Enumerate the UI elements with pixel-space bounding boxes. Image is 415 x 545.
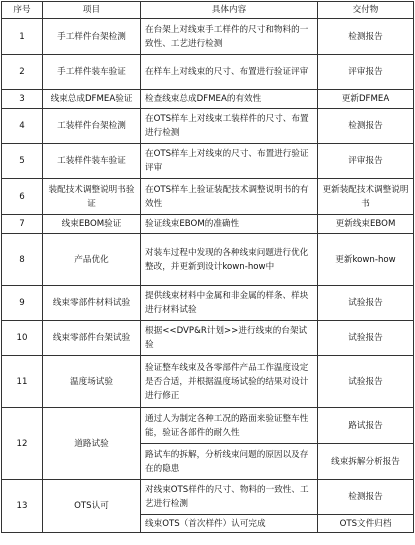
row-no: 13: [2, 480, 43, 533]
row-content: 在台架上对线束手工样件的尺寸和物料的一致性、工艺进行检测: [141, 19, 318, 55]
row-item: 装配技术调整说明书验证: [43, 179, 141, 215]
table-row: [2, 408, 414, 444]
row-content: 验证线束EBOM的准确性: [141, 215, 318, 234]
row-deliverable: 试验报告: [318, 356, 414, 408]
row-item: 工装样件台架检测: [43, 109, 141, 144]
row-content: 线束OTS（首次样件）认可完成: [141, 515, 318, 533]
table-row: [2, 179, 414, 215]
table-row: [2, 356, 414, 408]
header-no: 序号: [2, 2, 43, 19]
table-row: [2, 215, 414, 234]
table-row: [2, 234, 414, 286]
table-row: [2, 90, 414, 109]
row-no: 6: [2, 179, 43, 215]
row-content: 通过人为制定各种工况的路面来验证整车性能，验证各部件的耐久性: [141, 408, 318, 444]
row-deliverable: 路试报告: [318, 408, 414, 444]
row-item: 产品优化: [43, 234, 141, 286]
row-item: 工装样件装车验证: [43, 144, 141, 179]
row-item: 线束零部件材料试验: [43, 286, 141, 321]
row-deliverable: OTS文件归档: [318, 515, 414, 533]
row-item: 线束总成DFMEA验证: [43, 90, 141, 109]
header-item: 项目: [43, 2, 141, 19]
delivery-table: [1, 1, 414, 533]
row-content: 提供线束材料中金属和非金属的样条、样块进行材料试验: [141, 286, 318, 321]
row-item: 温度场试验: [43, 356, 141, 408]
row-deliverable: 更新DFMEA: [318, 90, 414, 109]
row-deliverable: 试验报告: [318, 286, 414, 321]
row-item: 手工样件装车验证: [43, 55, 141, 90]
table-row: [2, 109, 414, 144]
row-content: 根据<<DVP&R计划>>进行线束的台架试验: [141, 321, 318, 356]
row-deliverable: 试验报告: [318, 321, 414, 356]
row-content: 检查线束总成DFMEA的有效性: [141, 90, 318, 109]
row-deliverable: 更新kown-how: [318, 234, 414, 286]
row-deliverable: 检测报告: [318, 19, 414, 55]
row-content: 对装车过程中发现的各种线束问题进行优化整改，并更新到设计kown-how中: [141, 234, 318, 286]
row-content: 对线束OTS样件的尺寸、物料的一致性、工艺进行检测: [141, 480, 318, 515]
row-no: 1: [2, 19, 43, 55]
row-content: 在OTS样车上对线束工装样件的尺寸、布置进行检测: [141, 109, 318, 144]
row-content: 在OTS样车上验证装配技术调整说明书的有效性: [141, 179, 318, 215]
row-no: 8: [2, 234, 43, 286]
row-no: 10: [2, 321, 43, 356]
row-deliverable: 更新线束EBOM: [318, 215, 414, 234]
row-no: 12: [2, 408, 43, 480]
header-content: 具体内容: [141, 2, 318, 19]
row-no: 11: [2, 356, 43, 408]
row-deliverable: 更新装配技术调整说明书: [318, 179, 414, 215]
row-content: 在OTS样车上对线束的尺寸、布置进行验证评审: [141, 144, 318, 179]
row-no: 3: [2, 90, 43, 109]
table-header-row: [2, 2, 414, 19]
row-no: 5: [2, 144, 43, 179]
row-content: 验证整车线束及各零部件产品工作温度设定是否合适，并根据温度场试验的结果对设计进行修正: [141, 356, 318, 408]
row-content: 路试车的拆解，分析线束问题的原因以及存在的隐患: [141, 444, 318, 480]
row-item: 线束零部件台架试验: [43, 321, 141, 356]
table-row: [2, 144, 414, 179]
table-row: [2, 321, 414, 356]
row-no: 9: [2, 286, 43, 321]
row-deliverable: 线束拆解分析报告: [318, 444, 414, 480]
row-no: 4: [2, 109, 43, 144]
row-item: OTS认可: [43, 480, 141, 533]
table-row: [2, 480, 414, 515]
row-deliverable: 评审报告: [318, 144, 414, 179]
row-item: 道路试验: [43, 408, 141, 480]
row-deliverable: 检测报告: [318, 109, 414, 144]
row-no: 2: [2, 55, 43, 90]
row-content: 在样车上对线束的尺寸、布置进行验证评审: [141, 55, 318, 90]
row-no: 7: [2, 215, 43, 234]
row-deliverable: 检测报告: [318, 480, 414, 515]
table-row: [2, 19, 414, 55]
row-deliverable: 评审报告: [318, 55, 414, 90]
table-row: [2, 55, 414, 90]
header-deliverable: 交付物: [318, 2, 414, 19]
table-row: [2, 286, 414, 321]
row-item: 线束EBOM验证: [43, 215, 141, 234]
row-item: 手工样件台架检测: [43, 19, 141, 55]
